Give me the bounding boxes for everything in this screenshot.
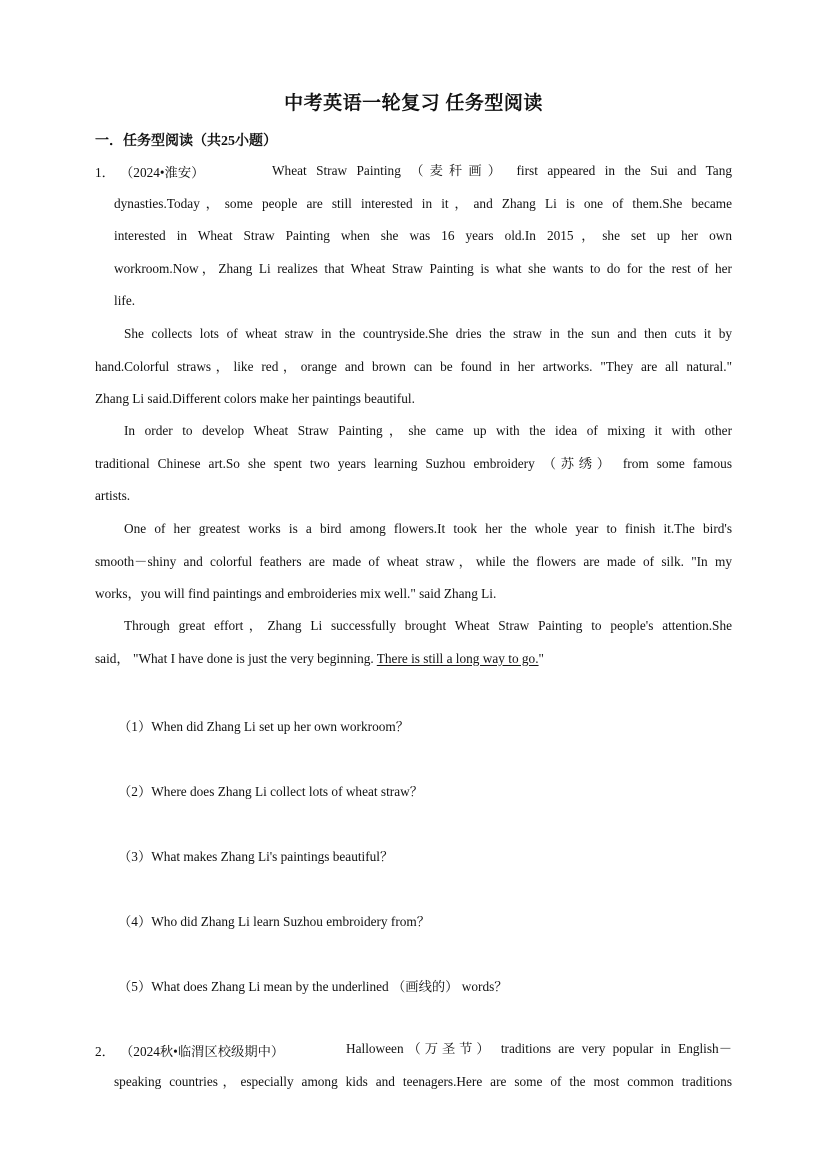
paragraph-text: said， "What I have done is just the very beginning. xyxy=(95,650,377,666)
q1-paragraph-1 xyxy=(114,188,732,318)
paragraph-line: Wheat Straw Painting （麦秆画） first appeared in the Sui and Tang xyxy=(272,163,732,178)
paragraph-line: She collects lots of wheat straw in the countryside.She dries the straw in the sun and then cuts it by xyxy=(124,326,732,341)
paragraph-line: Zhang Li said.Different colors make her paintings beautiful. xyxy=(95,391,415,407)
question-1-number: 1． xyxy=(95,165,115,180)
q1-paragraph-3 xyxy=(95,415,732,513)
paragraph-line: interested in Wheat Straw Painting when she was 16 years old.In 2015，she set up her own xyxy=(114,228,732,244)
q1-paragraph-1-first xyxy=(272,155,732,188)
paragraph-line: workroom.Now，Zhang Li realizes that Wheat Straw Painting is what she wants to do for the rest of her xyxy=(114,260,732,276)
question-item: （2）Where does Zhang Li collect lots of wheat straw？ xyxy=(118,784,423,799)
question-item: （5）What does Zhang Li mean by the underlined （画线的） words？ xyxy=(118,979,508,994)
question-2-number: 2． xyxy=(95,1044,115,1059)
paragraph-line: works，you will find paintings and embroideries mix well." said Zhang Li. xyxy=(95,586,497,602)
paragraph-line: artists. xyxy=(95,488,131,504)
paragraph-line: dynasties.Today，some people are still interested in it，and Zhang Li is one of them.She became xyxy=(114,195,732,211)
q1-paragraph-5 xyxy=(95,610,732,675)
paragraph-line: hand.Colorful straws，like red，orange and brown can be found in her artworks. "They are all natural." xyxy=(95,358,732,374)
paragraph-line: Halloween（万圣节） traditions are very popular in English－ xyxy=(346,1041,732,1056)
question-item: （1）When did Zhang Li set up her own workroom？ xyxy=(118,719,409,734)
closing-quote: " xyxy=(538,650,544,666)
page-title: 中考英语一轮复习 任务型阅读 xyxy=(284,93,543,114)
question-item: （4）Who did Zhang Li learn Suzhou embroidery from？ xyxy=(118,914,431,929)
paragraph-line: traditional Chinese art.So she spent two years learning Suzhou embroidery （苏绣） from some famous xyxy=(95,455,732,471)
q1-paragraph-2 xyxy=(95,318,732,416)
paragraph-line: Through great effort，Zhang Li successfully brought Wheat Straw Painting to people's attention.She xyxy=(124,618,732,633)
question-item: （3）What makes Zhang Li's paintings beautiful？ xyxy=(118,849,394,864)
paragraph-line: speaking countries，especially among kids and teenagers.Here are some of the most common traditions xyxy=(114,1073,732,1089)
q2-paragraph-first xyxy=(346,1033,732,1066)
paragraph-line-final xyxy=(95,643,732,676)
section-heading: 一．任务型阅读（共25小题） xyxy=(95,134,277,149)
underlined-words: There is still a long way to go. xyxy=(376,650,539,666)
paragraph-line: One of her greatest works is a bird among flowers.It took her the whole year to finish it.The bird's xyxy=(124,521,732,536)
paragraph-line: smooth－shiny and colorful feathers are made of wheat straw，while the flowers are made of silk. "In my xyxy=(95,553,732,569)
question-2-source: （2024秋•临渭区校级期中） xyxy=(120,1044,285,1059)
paragraph-line: life. xyxy=(114,293,136,309)
paragraph-line: In order to develop Wheat Straw Painting，she came up with the idea of mixing it with other xyxy=(124,423,732,438)
q2-paragraph xyxy=(114,1066,732,1099)
question-1-source: （2024•淮安） xyxy=(120,165,205,180)
q1-paragraph-4 xyxy=(95,513,732,611)
